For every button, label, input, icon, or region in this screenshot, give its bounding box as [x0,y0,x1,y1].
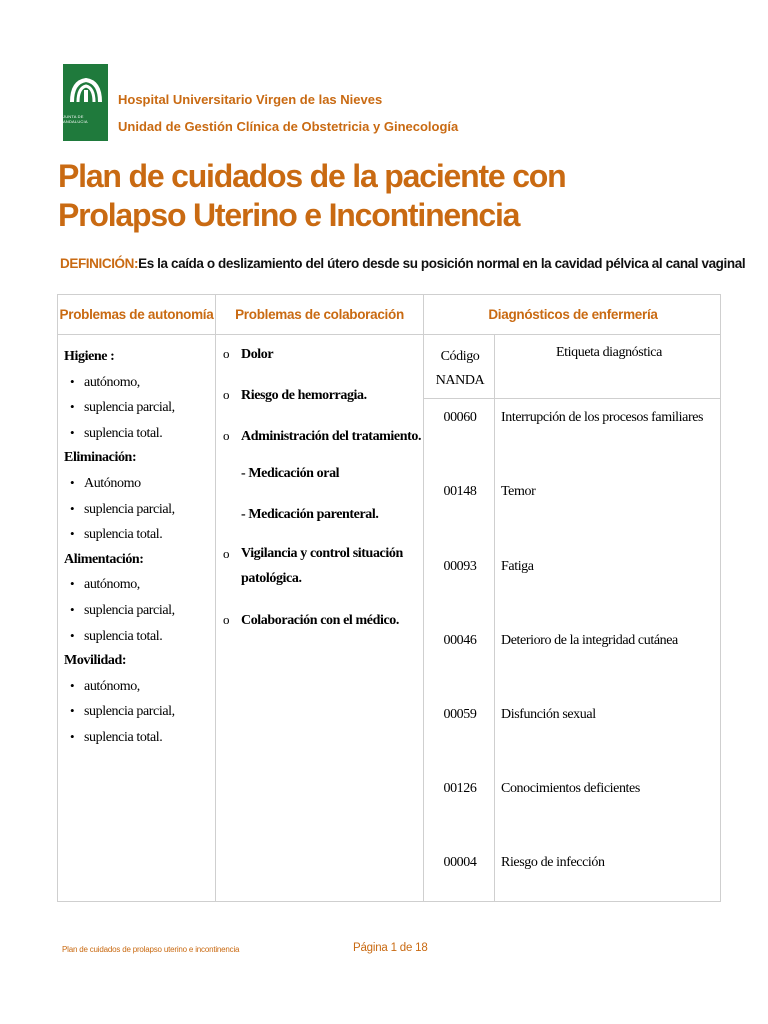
definition-text: Es la caída o deslizamiento del útero desde su posición normal en la cavidad pélvica al canal vaginal [138,256,746,271]
care-plan-table [57,294,721,902]
autonomy-heading: Alimentación: [64,551,144,567]
document-title: Plan de cuidados de la paciente con Prolapso Uterino e Incontinencia [58,158,566,233]
collaboration-item: o Vigilancia y control situación patológica. [223,546,403,586]
diagnostic-label: Temor [501,484,536,499]
definition [60,256,745,271]
header-collaboration: Problemas de colaboración [235,307,404,322]
list-item: • suplencia parcial, [64,699,175,725]
footer-doc-title: Plan de cuidados de prolapso uterino e incontinencia [62,945,240,954]
header-autonomy: Problemas de autonomía [59,307,214,322]
autonomy-column [64,345,175,751]
nanda-code-header: Código NANDA [435,349,485,388]
diagnostic-label: Interrupción de los procesos familiares [501,410,704,425]
page-number: Página 1 de 18 [353,942,428,954]
list-item: • suplencia parcial, [64,598,175,624]
list-item: • autónomo, [64,370,175,396]
autonomy-heading: Movilidad: [64,653,127,669]
diagnostic-label: Deterioro de la integridad cutánea [501,633,678,648]
nanda-code: 00004 [443,855,477,870]
definition-label: DEFINICIÓN: [60,256,139,271]
junta-andalucia-logo [63,64,108,141]
diagnostic-label: Conocimientos deficientes [501,781,640,796]
header-diagnoses: Diagnósticos de enfermería [488,307,658,322]
arch-icon [68,76,104,106]
list-item: • suplencia total. [64,725,175,751]
nanda-code: 00059 [443,707,477,722]
collaboration-item: o Riesgo de hemorragia. [223,387,367,403]
list-item: • suplencia total. [64,624,175,650]
nanda-code: 00060 [443,410,477,425]
nanda-code: 00093 [443,559,477,574]
diagnostic-label: Riesgo de infección [501,855,605,870]
list-item: • suplencia total. [64,522,175,548]
autonomy-heading: Higiene : [64,349,115,364]
collaboration-item: o Dolor [223,346,274,362]
diagnostic-label: Fatiga [501,559,534,574]
diagnostic-label: Disfunción sexual [501,707,596,722]
autonomy-heading: Eliminación: [64,450,137,466]
nanda-code: 00046 [443,633,477,648]
list-item: • suplencia total. [64,421,175,447]
list-item: • autónomo, [64,572,175,598]
diagnostic-label-header: Etiqueta diagnóstica [556,345,662,360]
list-item: • autónomo, [64,674,175,700]
hospital-name: Hospital Universitario Virgen de las Nieves [118,92,383,107]
logo-text: JUNTA DE ANDALUCIA [63,114,88,124]
nanda-code: 00148 [443,484,477,499]
nanda-code: 00126 [443,781,477,796]
collaboration-item: o Colaboración con el médico. [223,612,399,628]
list-item: • Autónomo [64,471,175,497]
collaboration-subitem: - Medicación oral [241,466,340,481]
collaboration-subitem: - Medicación parenteral. [241,507,379,522]
collaboration-item: o Administración del tratamiento. [223,428,422,444]
unit-name: Unidad de Gestión Clínica de Obstetricia y Ginecología [118,119,459,134]
list-item: • suplencia parcial, [64,395,175,421]
list-item: • suplencia parcial, [64,497,175,523]
